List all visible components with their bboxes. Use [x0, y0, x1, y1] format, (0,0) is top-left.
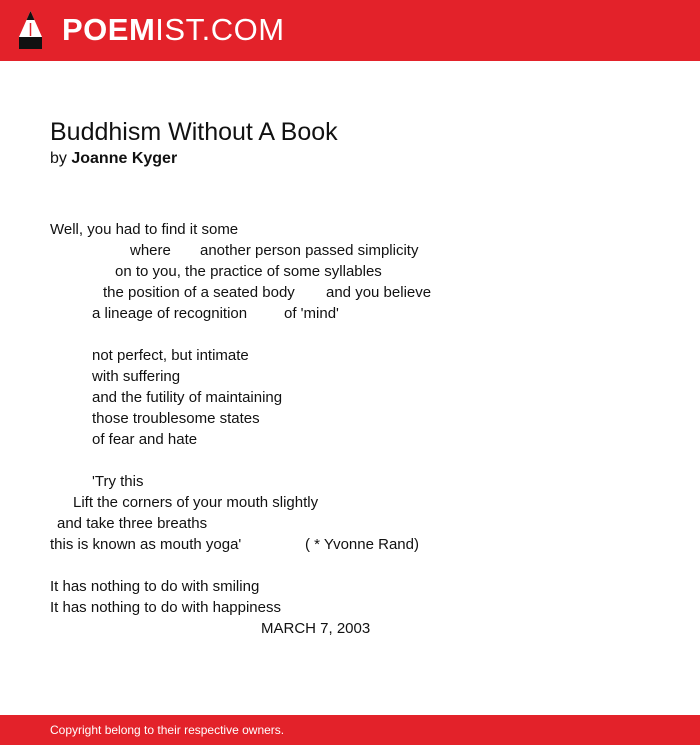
- poem-line-text: not perfect, but intimate: [92, 347, 249, 364]
- poem-line-text: and the futility of maintaining: [92, 389, 283, 406]
- poem-line-text: where: [130, 242, 171, 259]
- poem-line-text: of fear and hate: [92, 431, 198, 448]
- poem-date: MARCH 7, 2003: [261, 620, 371, 637]
- poem-line-text: a lineage of recognition: [92, 305, 248, 322]
- poem-line-text: and you believe: [326, 284, 432, 301]
- poem-line-text: Well, you had to find it some: [50, 221, 239, 238]
- poem-line-text: on to you, the practice of some syllables: [115, 263, 382, 280]
- by-label: by: [50, 150, 67, 167]
- poem-line-text: the position of a seated body: [103, 284, 295, 301]
- poem-line-text: another person passed simplicity: [200, 242, 419, 259]
- pen-nib-icon[interactable]: [18, 10, 43, 50]
- poem-line-text: this is known as mouth yoga': [50, 536, 242, 553]
- copyright-notice: Copyright belong to their respective owners.: [50, 723, 285, 737]
- poem-line-text: It has nothing to do with smiling: [50, 578, 260, 595]
- logo-text-bold: POEM: [62, 12, 156, 47]
- poem-line-text: with suffering: [92, 368, 181, 385]
- site-logo[interactable]: [62, 12, 285, 48]
- poem-line-text: and take three breaths: [57, 515, 208, 532]
- poem-title: Buddhism Without A Book: [50, 118, 338, 146]
- poem-line-text: ( * Yvonne Rand): [305, 536, 419, 553]
- author-name[interactable]: Joanne Kyger: [71, 150, 178, 167]
- site-header: [0, 0, 700, 61]
- logo-text-light: IST.COM: [155, 12, 285, 47]
- site-footer: [0, 715, 700, 745]
- byline: [50, 149, 177, 169]
- poem-line-text: those troublesome states: [92, 410, 260, 427]
- poem-line-text: of 'mind': [284, 305, 339, 322]
- poem-line-text: It has nothing to do with happiness: [50, 599, 281, 616]
- poem-line-text: 'Try this: [92, 473, 144, 490]
- poem-line-text: Lift the corners of your mouth slightly: [73, 494, 319, 511]
